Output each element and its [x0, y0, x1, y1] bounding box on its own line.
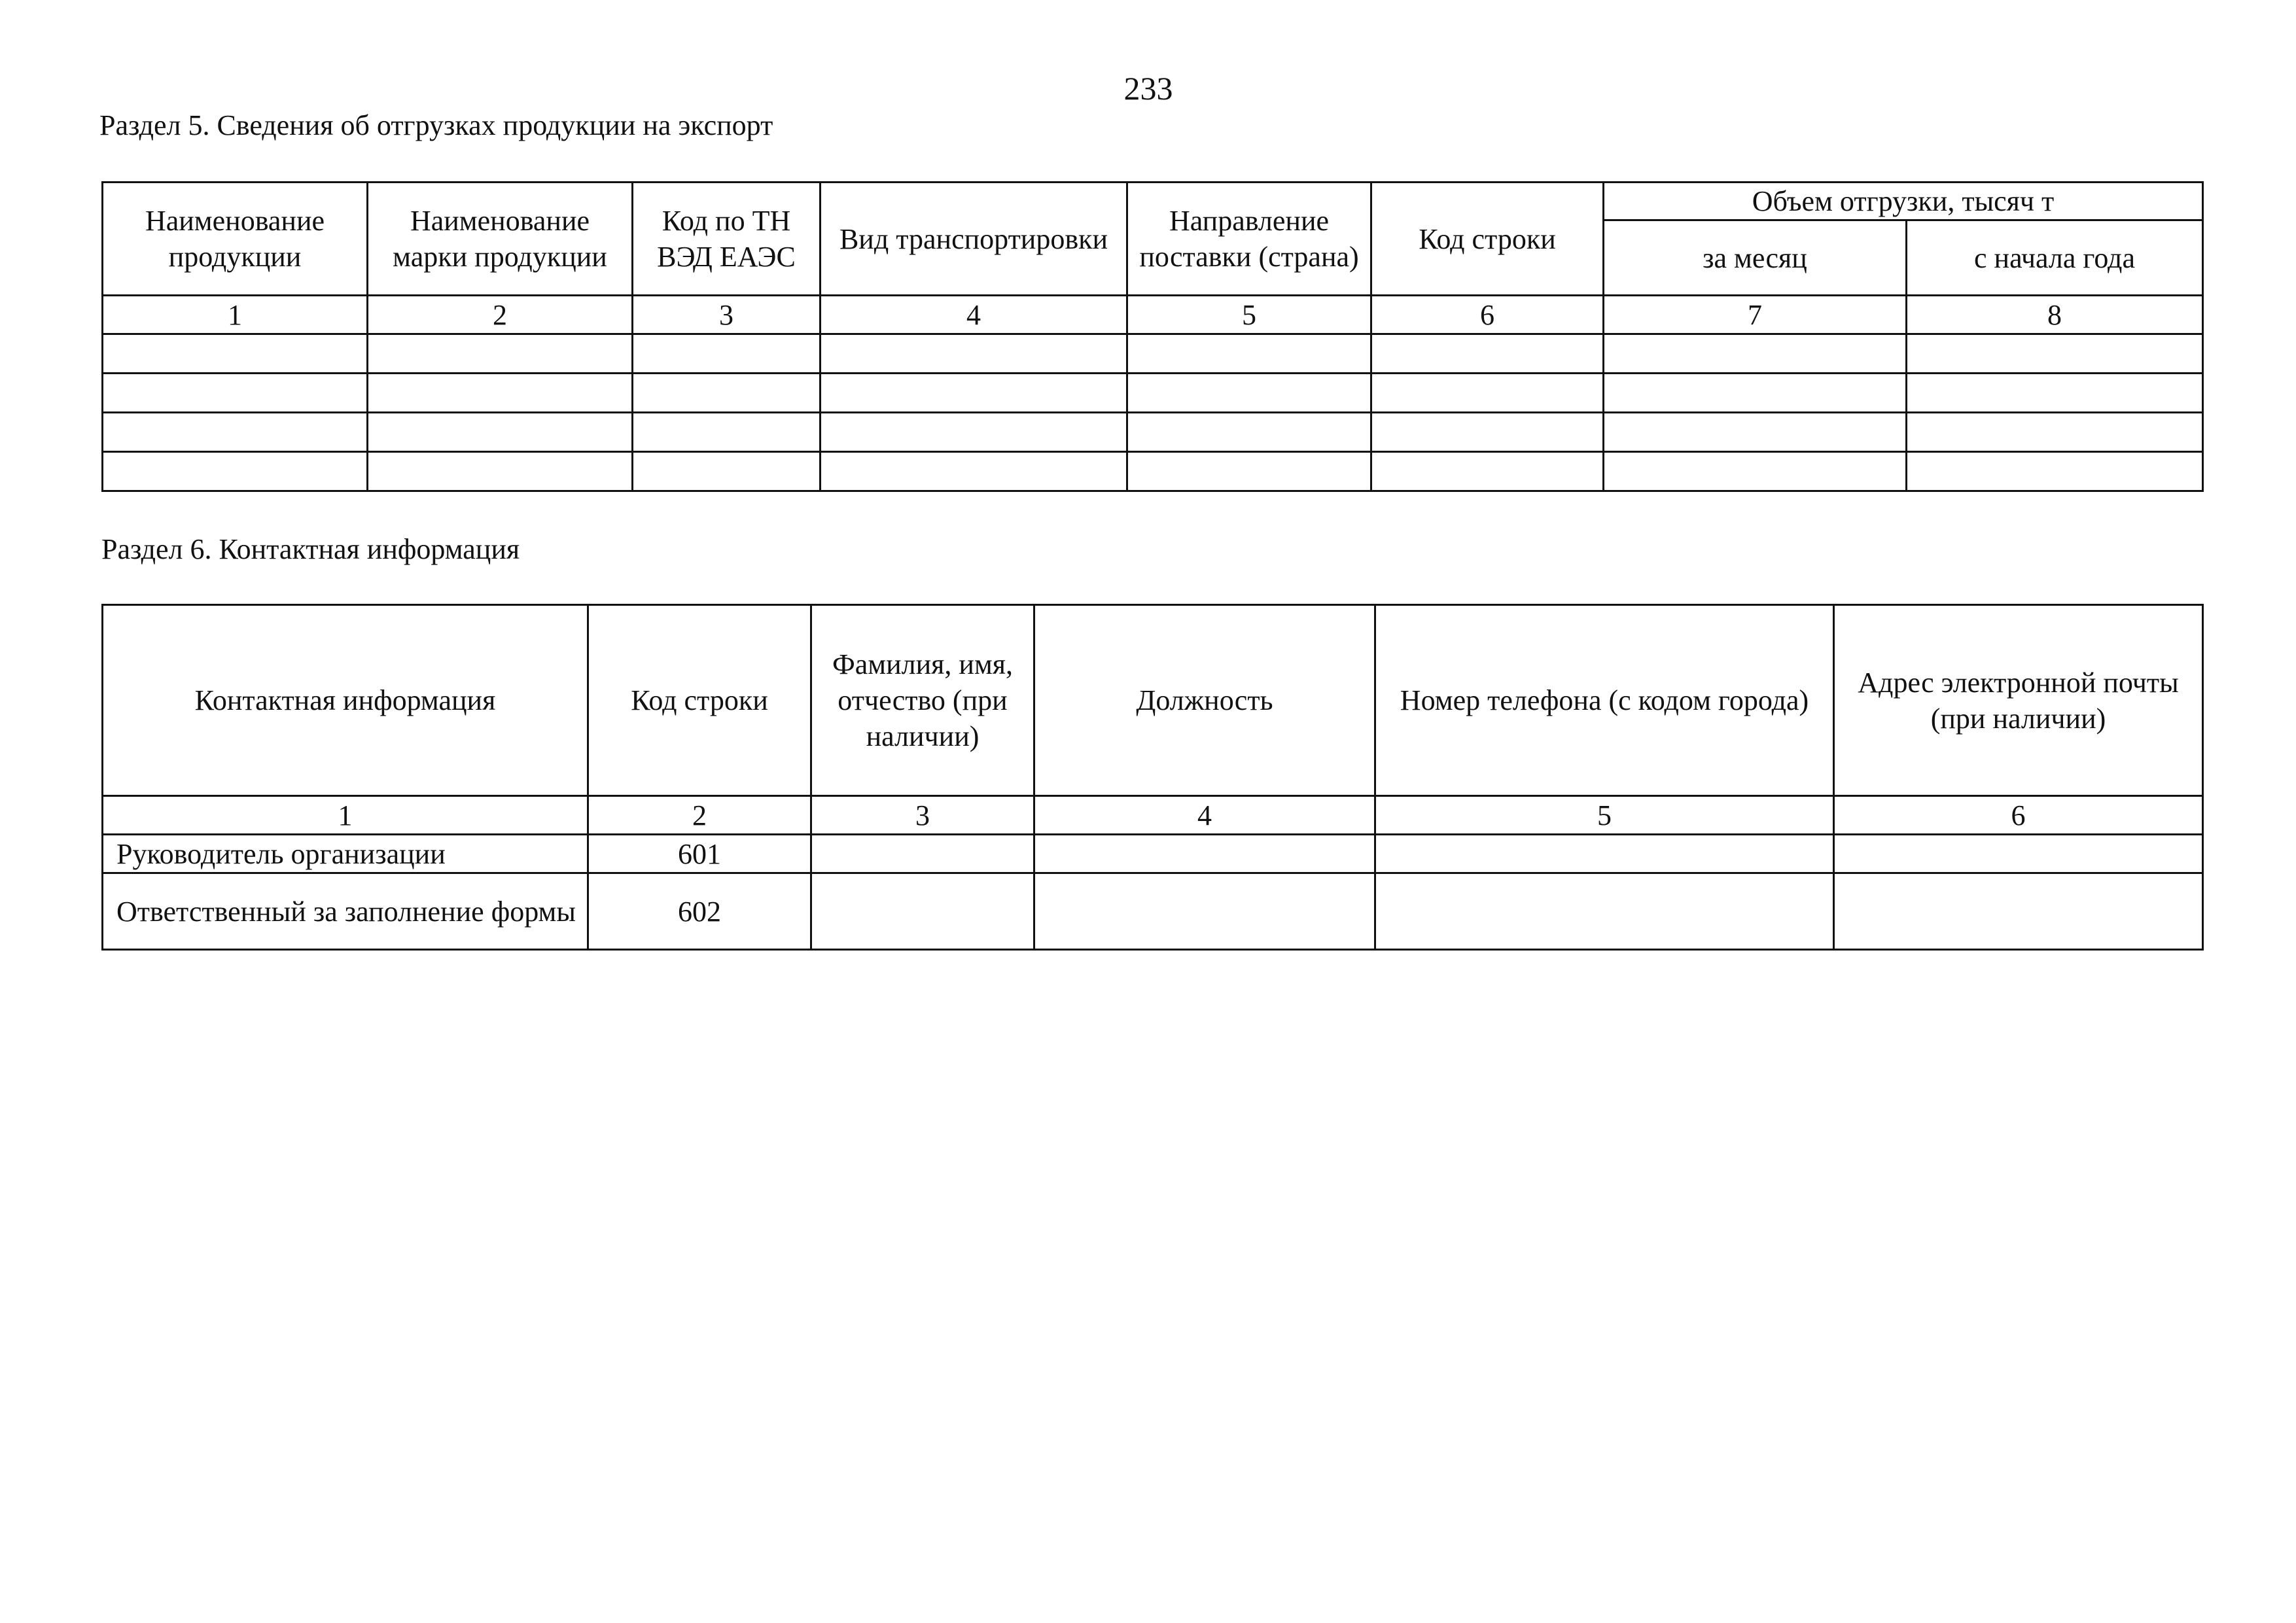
empty-cell[interactable]: [103, 334, 368, 374]
header-line-code: Код строки: [588, 605, 811, 796]
empty-cell[interactable]: [1371, 452, 1604, 491]
table-header-row: [103, 605, 2203, 796]
header-volume-group: Объем отгрузки, тысяч т: [1604, 183, 2203, 220]
header-full-name: Фамилия, имя, отчество (при наличии): [811, 605, 1034, 796]
header-transport-type: Вид транспортировки: [821, 183, 1127, 296]
empty-cell[interactable]: [103, 374, 368, 413]
table-row: [103, 873, 2203, 950]
column-number: 6: [1371, 296, 1604, 334]
empty-cell[interactable]: [1371, 374, 1604, 413]
empty-cell[interactable]: [1127, 334, 1371, 374]
empty-cell[interactable]: [1371, 413, 1604, 452]
header-contact-info: Контактная информация: [103, 605, 588, 796]
empty-cell[interactable]: [1907, 334, 2203, 374]
column-number: 4: [821, 296, 1127, 334]
empty-cell[interactable]: [1907, 374, 2203, 413]
header-direction: Направление поставки (страна): [1127, 183, 1371, 296]
table-header-row: [103, 183, 2203, 220]
column-number-row: [103, 796, 2203, 835]
header-email: Адрес электронной почты (при наличии): [1834, 605, 2203, 796]
empty-cell[interactable]: [1034, 873, 1375, 950]
table-row: [103, 334, 2203, 374]
contact-info-table: [101, 604, 2204, 951]
export-shipments-table: [101, 181, 2204, 492]
empty-cell[interactable]: [1371, 334, 1604, 374]
empty-cell[interactable]: [1127, 413, 1371, 452]
empty-cell[interactable]: [633, 374, 821, 413]
section-6-title: Раздел 6. Контактная информация: [101, 533, 520, 565]
column-number: 3: [811, 796, 1034, 835]
row-label: Руководитель организации: [103, 835, 588, 873]
empty-cell[interactable]: [811, 873, 1034, 950]
empty-cell[interactable]: [368, 374, 633, 413]
empty-cell[interactable]: [1834, 835, 2203, 873]
column-number: 4: [1034, 796, 1375, 835]
empty-cell[interactable]: [1375, 873, 1834, 950]
empty-cell[interactable]: [1604, 374, 1907, 413]
empty-cell[interactable]: [368, 413, 633, 452]
empty-cell[interactable]: [821, 413, 1127, 452]
column-number: 1: [103, 296, 368, 334]
empty-cell[interactable]: [821, 452, 1127, 491]
column-number: 2: [368, 296, 633, 334]
column-number: 6: [1834, 796, 2203, 835]
header-since-year-start: с начала года: [1907, 220, 2203, 296]
column-number: 5: [1127, 296, 1371, 334]
table-row: [103, 374, 2203, 413]
column-number: 7: [1604, 296, 1907, 334]
table-row: [103, 835, 2203, 873]
empty-cell[interactable]: [1127, 374, 1371, 413]
row-code: 601: [588, 835, 811, 873]
empty-cell[interactable]: [368, 334, 633, 374]
header-phone: Номер телефона (с кодом города): [1375, 605, 1834, 796]
empty-cell[interactable]: [821, 334, 1127, 374]
column-number-row: [103, 296, 2203, 334]
empty-cell[interactable]: [1604, 452, 1907, 491]
section-5-title: Раздел 5. Сведения об отгрузках продукции на экспорт: [99, 109, 773, 141]
header-brand-name: Наименование марки продукции: [368, 183, 633, 296]
empty-cell[interactable]: [1907, 413, 2203, 452]
column-number: 5: [1375, 796, 1834, 835]
empty-cell[interactable]: [1127, 452, 1371, 491]
column-number: 3: [633, 296, 821, 334]
header-tn-ved-code: Код по ТН ВЭД ЕАЭС: [633, 183, 821, 296]
empty-cell[interactable]: [821, 374, 1127, 413]
page-number: 233: [1123, 70, 1173, 107]
empty-cell[interactable]: [1604, 334, 1907, 374]
table-row: [103, 413, 2203, 452]
header-position: Должность: [1034, 605, 1375, 796]
row-label: Ответственный за заполнение формы: [103, 873, 588, 950]
empty-cell[interactable]: [1604, 413, 1907, 452]
empty-cell[interactable]: [633, 334, 821, 374]
empty-cell[interactable]: [103, 413, 368, 452]
empty-cell[interactable]: [1375, 835, 1834, 873]
header-product-name: Наименование продукции: [103, 183, 368, 296]
column-number: 1: [103, 796, 588, 835]
empty-cell[interactable]: [633, 452, 821, 491]
column-number: 2: [588, 796, 811, 835]
empty-cell[interactable]: [1907, 452, 2203, 491]
empty-cell[interactable]: [368, 452, 633, 491]
header-line-code: Код строки: [1371, 183, 1604, 296]
empty-cell[interactable]: [811, 835, 1034, 873]
header-per-month: за месяц: [1604, 220, 1907, 296]
column-number: 8: [1907, 296, 2203, 334]
empty-cell[interactable]: [1034, 835, 1375, 873]
empty-cell[interactable]: [1834, 873, 2203, 950]
empty-cell[interactable]: [103, 452, 368, 491]
table-row: [103, 452, 2203, 491]
empty-cell[interactable]: [633, 413, 821, 452]
row-code: 602: [588, 873, 811, 950]
